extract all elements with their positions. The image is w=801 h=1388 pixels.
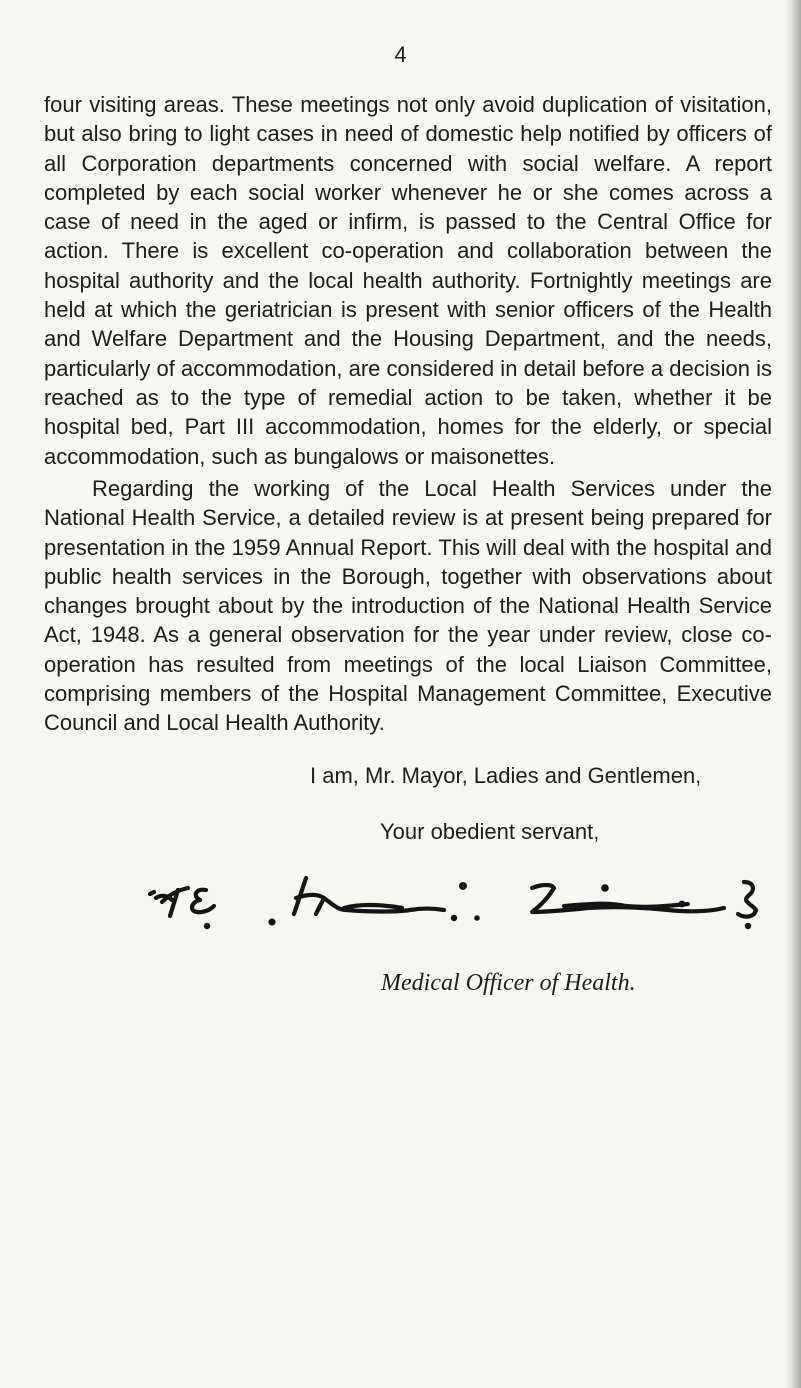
body-paragraph-2: Regarding the working of the Local Health Services under the National Health Service, a detailed review is at present being prepared for presentation in the 1959 Annual Report. This will deal with the hospital and public health services in the Borough, together with observations about changes brought about by the introduction of the National Health Service Act, 1948. As a general observation for the year under review, close co-operation has resulted from meetings of the local Liaison Committee, comprising members of the Hospital Management Committee, Executive Council and Local Health Authority.: [44, 476, 772, 736]
handwritten-signature: [148, 868, 760, 932]
valediction: Your obedient servant,: [380, 819, 600, 844]
body-paragraph-1: four visiting areas. These meetings not only avoid duplication of visitation, but also bring to light cases in need of domestic help notified by officers of all Corporation departments concerned with social welfare. A report completed by each social worker whenever he or she comes across a case of need in the aged or infirm, is passed to the Central Office for action. There is excellent co-operation and collaboration between the hospital authority and the local health authority. Fortnightly meetings are held at which the geriatrician is present with senior officers of the Health and Welfare Department and the Housing Department, and the needs, particularly of accommodation, are considered in detail before a decision is reached as to the type of remedial action to be taken, whether it be hospital bed, Part III accommodation, homes for the elderly, or special accommodation, such as bungalows or maisonettes.: [44, 92, 772, 469]
closing-salutation: I am, Mr. Mayor, Ladies and Gentlemen,: [310, 763, 702, 788]
signatory-title: Medical Officer of Health.: [381, 970, 636, 996]
page-number: 4: [394, 42, 407, 67]
page-edge-shadow: [785, 0, 801, 1388]
